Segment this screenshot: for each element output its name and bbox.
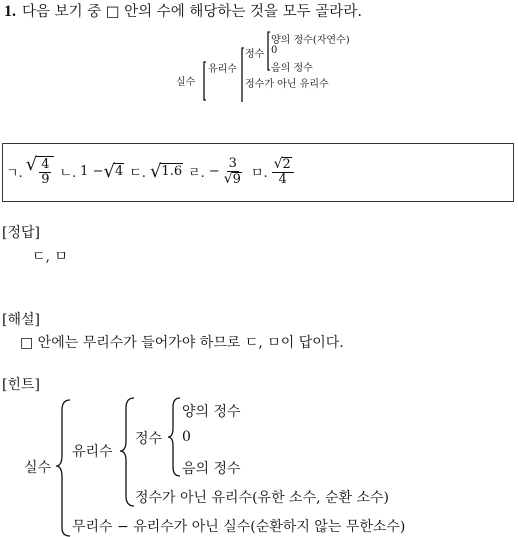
hint-positive: 양의 정수 [182, 404, 241, 420]
explanation-header: [해설] [2, 312, 40, 328]
option-c-radical: √ 1.6 [149, 160, 183, 182]
option-a-fraction: $\frac{4}{9}$ [41, 157, 50, 187]
small-positive: 양의 정수(자연수) [271, 35, 350, 46]
small-non-integer: 정수가 아닌 유리수 [245, 79, 329, 90]
explanation-text: □ 안에는 무리수가 들어가야 하므로 ㄷ, ㅁ이 답이다. [20, 335, 344, 351]
sqrt-icon: √ [25, 154, 38, 175]
small-real: 실수 [176, 77, 196, 88]
small-zero: 0 [271, 45, 278, 56]
sqrt-icon: √ [223, 170, 233, 187]
option-e-fraction: √ 2 4 [272, 157, 294, 187]
hint-real: 실수 [24, 460, 52, 476]
option-b-expr: 1 − [80, 164, 104, 179]
option-d-label: ㄹ. [188, 166, 205, 181]
hint-negative: 음의 정수 [182, 461, 241, 477]
question-number: 1. [4, 3, 16, 20]
answer-header: [정답] [2, 225, 40, 241]
small-integer: 정수 [245, 49, 265, 60]
option-c-label: ㄷ. [129, 166, 146, 181]
hint-header: [힌트] [2, 377, 40, 393]
sqrt-icon: √ [273, 155, 283, 172]
hint-integer: 정수 [135, 431, 163, 447]
answer-text: ㄷ, ㅁ [32, 249, 68, 265]
hint-irrational: 무리수 − 유리수가 아닌 실수(순환하지 않는 무한소수) [72, 519, 406, 535]
option-e-label: ㅁ. [250, 166, 268, 181]
option-d-fraction: 3 √ 9 [223, 155, 241, 187]
option-b-label: ㄴ. [59, 166, 77, 181]
option-b-radical: √ 4 [103, 160, 124, 182]
sqrt-icon: √ [149, 160, 162, 182]
small-negative: 음의 정수 [271, 63, 313, 74]
small-rational: 유리수 [208, 64, 237, 75]
hint-zero: 0 [182, 429, 191, 445]
question-text: 다음 보기 중 □ 안의 수에 해당하는 것을 모두 골라라. [22, 4, 362, 20]
option-d-sign: − [208, 164, 220, 179]
option-a-label: ㄱ. [6, 166, 23, 181]
hint-non-integer: 정수가 아닌 유리수(유한 소수, 순환 소수) [135, 490, 390, 506]
hint-rational: 유리수 [72, 444, 113, 460]
sqrt-icon: √ [103, 160, 115, 182]
